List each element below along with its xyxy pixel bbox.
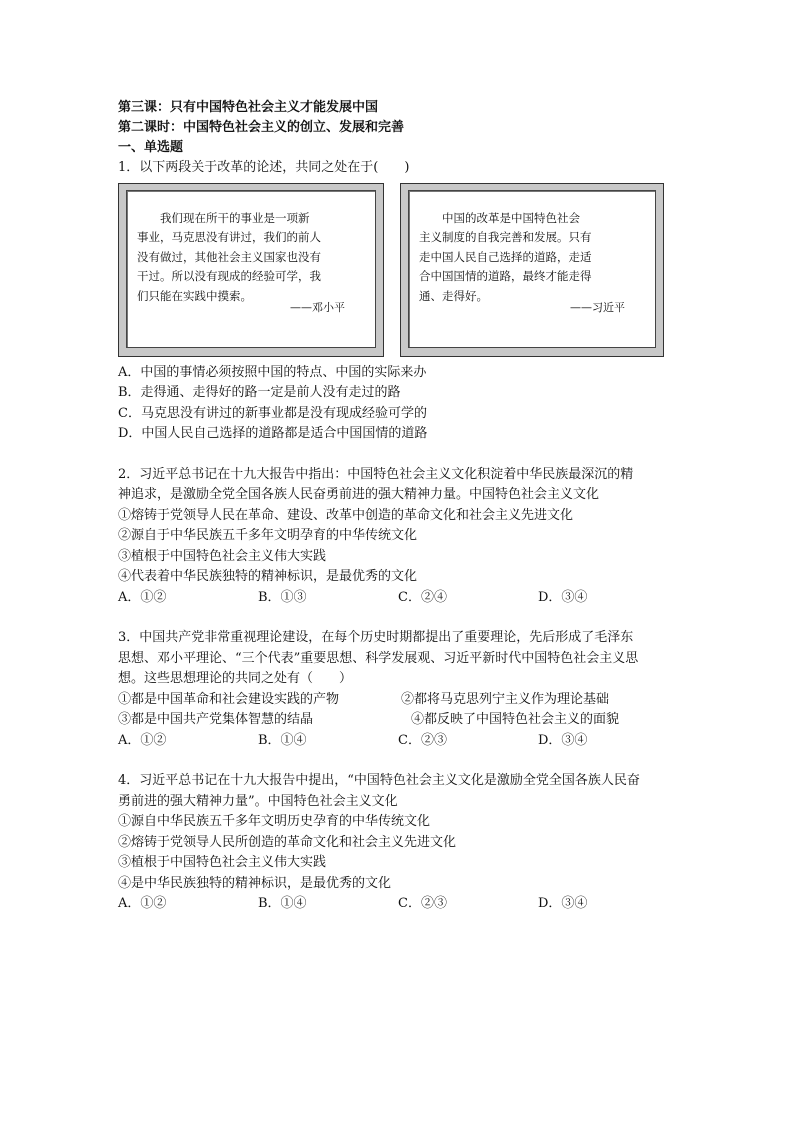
quote-box-xi <box>400 183 664 357</box>
section-title: 一、单选题 <box>118 140 184 155</box>
q1-stem: 1．以下两段关于改革的论述，共同之处在于( ) <box>118 160 410 175</box>
q4-item: ①源自中华民族五千多年文明历史孕育的中华传统文化 <box>118 814 431 829</box>
q4-item: ③植根于中国特色社会主义伟大实践 <box>118 855 327 870</box>
quote-box-deng <box>118 183 384 357</box>
q3-stem-line: 想。这些思想理论的共同之处有（ ） <box>118 671 353 686</box>
quote-line: 合中国国情的道路，最终才能走得 <box>419 269 592 283</box>
q2-option-c[interactable]: C．②④ <box>398 589 447 605</box>
q2-item: ②源自于中华民族五千多年文明孕育的中华传统文化 <box>118 528 418 543</box>
q1-option-b[interactable]: B．走得通、走得好的路一定是前人没有走过的路 <box>118 385 401 400</box>
q3-item: ③都是中国共产党集体智慧的结晶 <box>118 712 314 727</box>
worksheet <box>118 98 678 915</box>
q3-option-a[interactable]: A．①② <box>118 732 167 748</box>
q4-options <box>118 894 678 915</box>
quote-author-xi: ——习近平 <box>570 300 625 314</box>
q4-option-d[interactable]: D．③④ <box>538 896 588 911</box>
q1-option-a[interactable]: A．中国的事情必须按照中国的特点、中国的实际来办 <box>118 364 427 380</box>
session-title: 第二课时：中国特色社会主义的创立、发展和完善 <box>118 120 405 135</box>
q3-items-row <box>118 690 678 711</box>
q2-stem-line: 2．习近平总书记在十九大报告中指出：中国特色社会主义文化积淀着中华民族最深沉的精 <box>118 466 634 482</box>
q3-option-d[interactable]: D．③④ <box>538 732 588 748</box>
quote-line: 中国的改革是中国特色社会 <box>419 210 580 225</box>
q2-item: ③植根于中国特色社会主义伟大实践 <box>118 548 327 564</box>
q2-item: ①熔铸于党领导人民在革命、建设、改革中创造的革命文化和社会主义先进文化 <box>118 507 574 523</box>
q4-option-a[interactable]: A．①② <box>118 896 167 911</box>
q4-stem-line: 4．习近平总书记在十九大报告中提出，“中国特色社会主义文化是激励全党全国各族人民奋 <box>118 773 640 788</box>
q2-option-d[interactable]: D．③④ <box>538 589 588 605</box>
q2-stem-line: 神追求，是激励全党全国各族人民奋勇前进的强大精神力量。中国特色社会主义文化 <box>118 487 600 502</box>
q2-option-b[interactable]: B．①③ <box>258 589 307 605</box>
q4-item: ②熔铸于党领导人民所创造的革命文化和社会主义先进文化 <box>118 834 457 850</box>
q4-option-c[interactable]: C．②③ <box>398 896 447 911</box>
quote-line: 们只能在实践中摸索。 <box>137 288 252 303</box>
quote-author-deng: ——邓小平 <box>290 300 345 314</box>
q1-option-d[interactable]: D．中国人民自己选择的道路都是适合中国国情的道路 <box>118 426 428 441</box>
q2-options <box>118 588 678 609</box>
lesson-title: 第三课：只有中国特色社会主义才能发展中国 <box>118 100 379 115</box>
q4-item: ④是中华民族独特的精神标识，是最优秀的文化 <box>118 875 392 891</box>
quote-line: 干过。所以没有现成的经验可学，我 <box>137 269 321 283</box>
quote-line: 通、走得好。 <box>419 288 488 303</box>
q3-stem-line: 思想、邓小平理论、“三个代表”重要思想、科学发展观、习近平新时代中国特色社会主义思 <box>118 650 639 666</box>
q1-option-c[interactable]: C．马克思没有讲过的新事业都是没有现成经验可学的 <box>118 405 427 421</box>
q2-item: ④代表着中华民族独特的精神标识，是最优秀的文化 <box>118 569 418 584</box>
q3-stem-line: 3．中国共产党非常重视理论建设，在每个历史时期都提出了重要理论，先后形成了毛泽东 <box>118 630 634 645</box>
q3-item: ①都是中国革命和社会建设实践的产物 <box>118 691 340 707</box>
q1-quotes <box>118 183 678 363</box>
quote-line: 没有做过，其他社会主义国家也没有 <box>137 249 321 264</box>
q3-items-row <box>118 710 678 731</box>
q4-stem-line: 勇前进的强大精神力量”。中国特色社会主义文化 <box>118 793 398 809</box>
q4-option-b[interactable]: B．①④ <box>258 896 307 911</box>
quote-line: 走中国人民自己选择的道路，走适 <box>419 249 592 264</box>
q3-item: ④都反映了中国特色社会主义的面貌 <box>411 712 620 727</box>
q2-option-a[interactable]: A．①② <box>118 589 167 605</box>
quote-line: 主义制度的自我完善和发展。只有 <box>419 230 592 244</box>
q3-option-c[interactable]: C．②③ <box>398 732 447 748</box>
q3-options <box>118 731 678 752</box>
q3-item: ②都将马克思列宁主义作为理论基础 <box>401 691 610 707</box>
quote-line: 我们现在所干的事业是一项新 <box>137 210 310 225</box>
quote-line: 事业，马克思没有讲过，我们的前人 <box>137 230 321 244</box>
q3-option-b[interactable]: B．①④ <box>258 732 307 748</box>
